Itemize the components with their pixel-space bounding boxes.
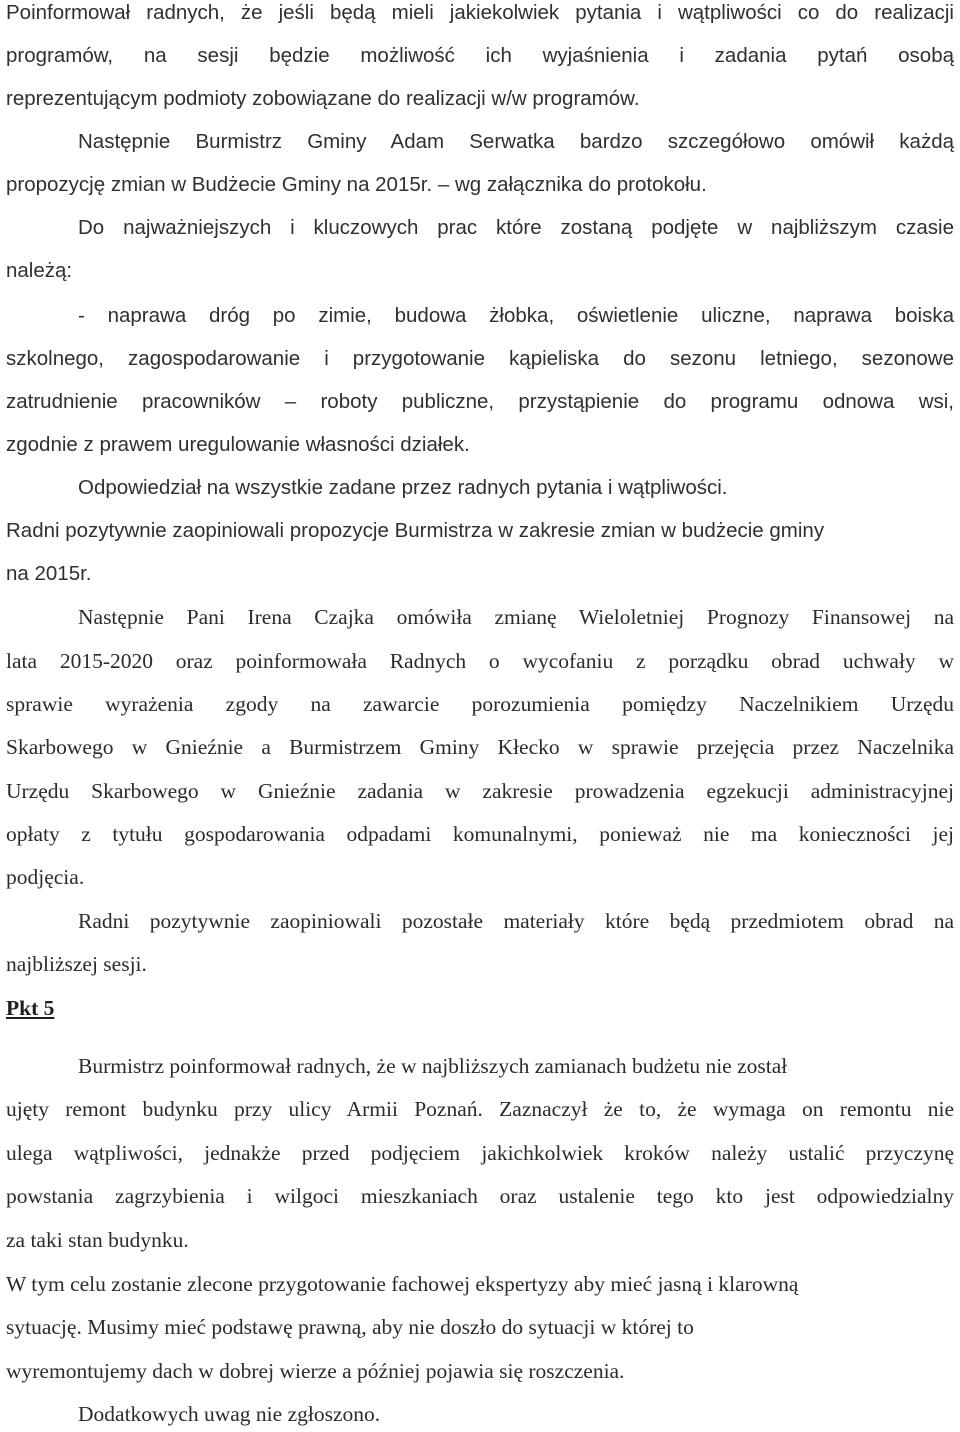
text-line: - naprawa dróg po zimie, budowa żłobka, oświetlenie uliczne, naprawa boiska bbox=[78, 304, 954, 327]
text-line: wyremontujemy dach w dobrej wierze a później pojawia się roszczenia. bbox=[6, 1359, 625, 1383]
text-line: sytuację. Musimy mieć podstawę prawną, aby nie doszło do sytuacji w której to bbox=[6, 1315, 694, 1339]
text-line: Odpowiedział na wszystkie zadane przez radnych pytania i wątpliwości. bbox=[78, 476, 728, 499]
text-line: ujęty remont budynku przy ulicy Armii Poznań. Zaznaczył że to, że wymaga on remontu nie bbox=[6, 1097, 954, 1121]
text-line: Radni pozytywnie zaopiniowali propozycje Burmistrza w zakresie zmian w budżecie gminy bbox=[6, 519, 825, 542]
text-line: zatrudnienie pracowników – roboty publiczne, przystąpienie do programu odnowa wsi, bbox=[6, 390, 954, 413]
text-line: powstania zagrzybienia i wilgoci mieszkaniach oraz ustalenie tego kto jest odpowiedzialny bbox=[6, 1184, 954, 1208]
text-line: opłaty z tytułu gospodarowania odpadami komunalnymi, ponieważ nie ma konieczności jej bbox=[6, 822, 954, 846]
text-line: najbliższej sesji. bbox=[6, 952, 147, 976]
text-line: Do najważniejszych i kluczowych prac które zostaną podjęte w najbliższym czasie bbox=[78, 216, 954, 239]
text-line: Dodatkowych uwag nie zgłoszono. bbox=[78, 1402, 381, 1426]
text-line: programów, na sesji będzie możliwość ich wyjaśnienia i zadania pytań osobą bbox=[6, 44, 954, 67]
text-line: Poinformował radnych, że jeśli będą mieli jakiekolwiek pytania i wątpliwości co do realizacji bbox=[6, 1, 954, 24]
text-line: Następnie Burmistrz Gminy Adam Serwatka bardzo szczegółowo omówił każdą bbox=[78, 130, 954, 153]
text-line: należą: bbox=[6, 259, 73, 282]
text-line: Skarbowego w Gnieźnie a Burmistrzem Gminy Kłecko w sprawie przejęcia przez Naczelnika bbox=[6, 735, 954, 759]
text-line: W tym celu zostanie zlecone przygotowanie fachowej ekspertyzy aby mieć jasną i klarowną bbox=[6, 1272, 799, 1296]
text-line: na 2015r. bbox=[6, 562, 92, 585]
text-line: reprezentującym podmioty zobowiązane do realizacji w/w programów. bbox=[6, 87, 640, 110]
text-line: zgodnie z prawem uregulowanie własności działek. bbox=[6, 433, 470, 456]
text-line: Urzędu Skarbowego w Gnieźnie zadania w zakresie prowadzenia egzekucji administracyjnej bbox=[6, 779, 954, 803]
text-line: podjęcia. bbox=[6, 865, 85, 889]
text-line: propozycję zmian w Budżecie Gminy na 2015r. – wg załącznika do protokołu. bbox=[6, 173, 707, 196]
text-line: szkolnego, zagospodarowanie i przygotowanie kąpieliska do sezonu letniego, sezonowe bbox=[6, 347, 954, 370]
text-line: Następnie Pani Irena Czajka omówiła zmianę Wieloletniej Prognozy Finansowej na bbox=[78, 605, 954, 629]
section-heading-pkt5: Pkt 5 bbox=[6, 996, 55, 1020]
text-line: sprawie wyrażenia zgody na zawarcie porozumienia pomiędzy Naczelnikiem Urzędu bbox=[6, 692, 954, 716]
text-line: Radni pozytywnie zaopiniowali pozostałe materiały które będą przedmiotem obrad na bbox=[78, 909, 954, 933]
text-line: za taki stan budynku. bbox=[6, 1228, 189, 1252]
text-line: Burmistrz poinformował radnych, że w najbliższych zamianach budżetu nie został bbox=[78, 1054, 788, 1078]
text-line: lata 2015-2020 oraz poinformowała Radnych o wycofaniu z porządku obrad uchwały w bbox=[6, 649, 954, 673]
text-line: ulega wątpliwości, jednakże przed podjęciem jakichkolwiek kroków należy ustalić przyczynę bbox=[6, 1141, 954, 1165]
